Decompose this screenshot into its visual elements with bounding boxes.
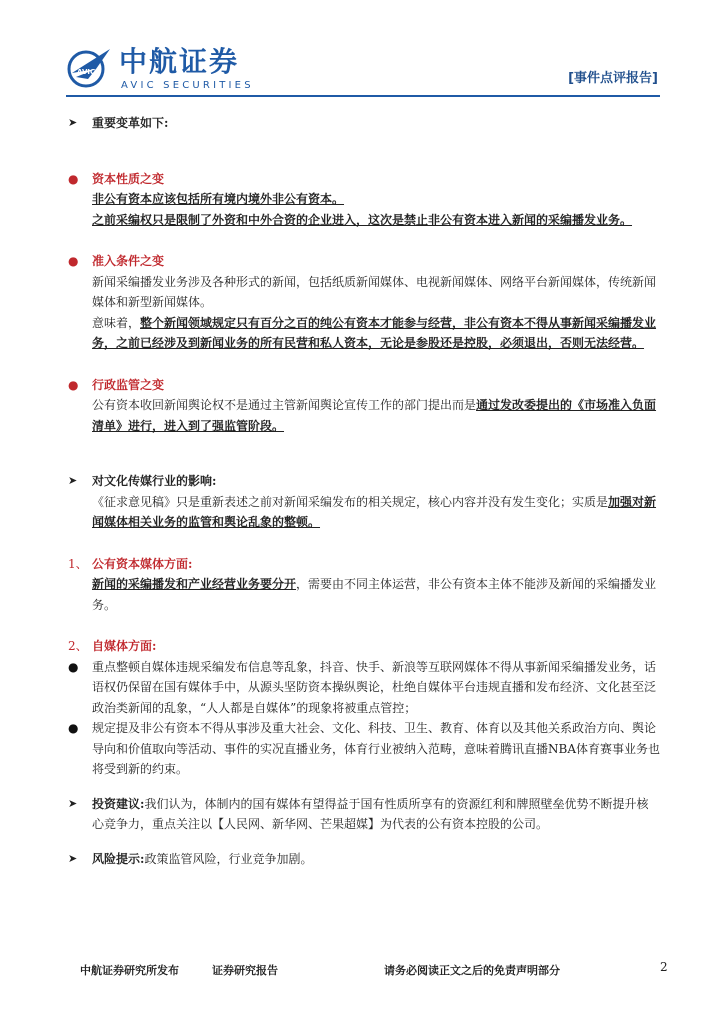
logo-title-cn: 中航证券 [119, 45, 240, 78]
section-access-conditions [66, 251, 660, 354]
paragraph: 非公有资本应该包括所有境内境外非公有资本。 [92, 192, 345, 206]
paragraph [92, 313, 660, 354]
section-title: 准入条件之变 [92, 254, 165, 268]
section-risk-warning [66, 849, 660, 870]
paragraph [92, 574, 660, 615]
footer-disclaimer-note: 请务必阅读正文之后的免责声明部分 [384, 964, 560, 977]
section-title: 重要变革如下: [92, 116, 169, 130]
paragraph: 重点整顿自媒体违规采编发布信息等乱象，抖音、快手、新浪等互联网媒体不得从事新闻采编播发业务，话语权仍保留在国有媒体手中，从源头坚防资本操纵舆论，杜绝自媒体平台违规直播和发布经济、文化甚至泛政治类新闻的乱象，“人人都是自媒体”的现象将被重点管控； [92, 659, 657, 715]
paragraph: 规定提及非公有资本不得从事涉及重大社会、文化、科技、卫生、教育、体育以及其他关系政治方向、舆论导向和价值取向等活动、事件的实况直播业务，体育行业被纳入范畴，意味着腾讯直播NBA体育赛事业务也将受到新的约束。 [92, 721, 660, 776]
avic-plane-logo-icon [66, 43, 112, 89]
section-self-media [66, 636, 660, 657]
report-type-tag: [事件点评报告] [568, 71, 658, 86]
red-dot-bullet-icon: ● [68, 254, 79, 268]
list-item [66, 718, 660, 780]
section-label: 投资建议: [92, 796, 145, 811]
section-industry-impact [66, 471, 660, 533]
arrow-bullet-icon: ➤ [68, 474, 78, 487]
section-public-media [66, 554, 660, 616]
section-title: 行政监管之变 [92, 377, 165, 392]
section-label: 风险提示: [92, 851, 145, 866]
arrow-bullet-icon: ➤ [68, 796, 78, 810]
paragraph [92, 395, 660, 436]
header-divider [66, 95, 660, 97]
paragraph: 之前采编权只是限制了外资和中外合资的企业进入，这次是禁止非公有资本进入新闻的采编播发业务。 [92, 212, 633, 227]
section-regulation [66, 375, 660, 437]
paragraph-emphasis: 通过发改委提出的《市场准入负面清单》进行，进入到了强监管阶段。 [92, 398, 657, 433]
paragraph-text: 政策监管风险，行业竞争加剧。 [144, 851, 313, 866]
paragraph: 新闻采编播发业务涉及各种形式的新闻，包括纸质新闻媒体、电视新闻媒体、网络平台新闻媒体，传统新闻媒体和新型新闻媒体。 [92, 274, 657, 309]
logo-badge-text: AVIC [77, 68, 96, 76]
section-number: 2、 [68, 639, 88, 653]
paragraph-text: 我们认为，体制内的国有媒体有望得益于国有性质所享有的资源红利和牌照壁垒优势不断提升核心竞争力，重点关注以【人民网、新华网、芒果超媒】为代表的公有资本控股的公司。 [92, 796, 649, 831]
paragraph-emphasis: 加强对新闻媒体相关业务的监管和舆论乱象的整顿。 [92, 494, 657, 529]
page-number: 2 [660, 960, 668, 974]
report-body [66, 113, 660, 869]
paragraph-emphasis: 新闻的采编播发和产业经营业务要分开 [92, 577, 297, 591]
section-title: 自媒体方面: [92, 639, 157, 653]
paragraph [92, 794, 660, 835]
paragraph-prefix: 意味着， [92, 315, 141, 330]
logo-title-en: AVIC SECURITIES [121, 80, 254, 91]
section-key-changes [66, 113, 660, 134]
paragraph-emphasis: 整个新闻领域规定只有百分之百的纯公有资本才能参与经营，非公有资本不得从事新闻采编播发业务，之前已经涉及到新闻业务的所有民营和私人资本，无论是参股还是控股，必须退出，否则无法经营。 [92, 315, 657, 350]
black-dot-bullet-icon: ● [68, 659, 79, 674]
page-header [0, 0, 724, 100]
footer-report-type: 证券研究报告 [212, 964, 278, 977]
red-dot-bullet-icon: ● [68, 377, 79, 392]
footer-publisher: 中航证券研究所发布 [80, 964, 179, 977]
arrow-bullet-icon: ➤ [68, 116, 78, 129]
paragraph-rest: ，需要由不同主体运营，非公有资本主体不能涉及新闻的采编播发业务。 [92, 577, 657, 612]
section-title: 资本性质之变 [92, 171, 165, 186]
red-dot-bullet-icon: ● [68, 171, 79, 186]
paragraph-prefix: 《征求意见稿》只是重新表述之前对新闻采编发布的相关规定，核心内容并没有发生变化；实质是 [92, 494, 609, 509]
section-title: 公有资本媒体方面: [92, 556, 193, 571]
black-dot-bullet-icon: ● [68, 721, 79, 735]
paragraph [92, 849, 660, 870]
list-item [66, 657, 660, 719]
paragraph-prefix: 公有资本收回新闻舆论权不是通过主管新闻舆论宣传工作的部门提出而是 [92, 398, 477, 412]
section-title: 对文化传媒行业的影响: [92, 474, 217, 488]
section-investment-advice [66, 794, 660, 835]
paragraph [92, 492, 660, 533]
section-capital-nature [66, 169, 660, 231]
arrow-bullet-icon: ➤ [68, 851, 78, 865]
section-number: 1、 [68, 556, 88, 571]
